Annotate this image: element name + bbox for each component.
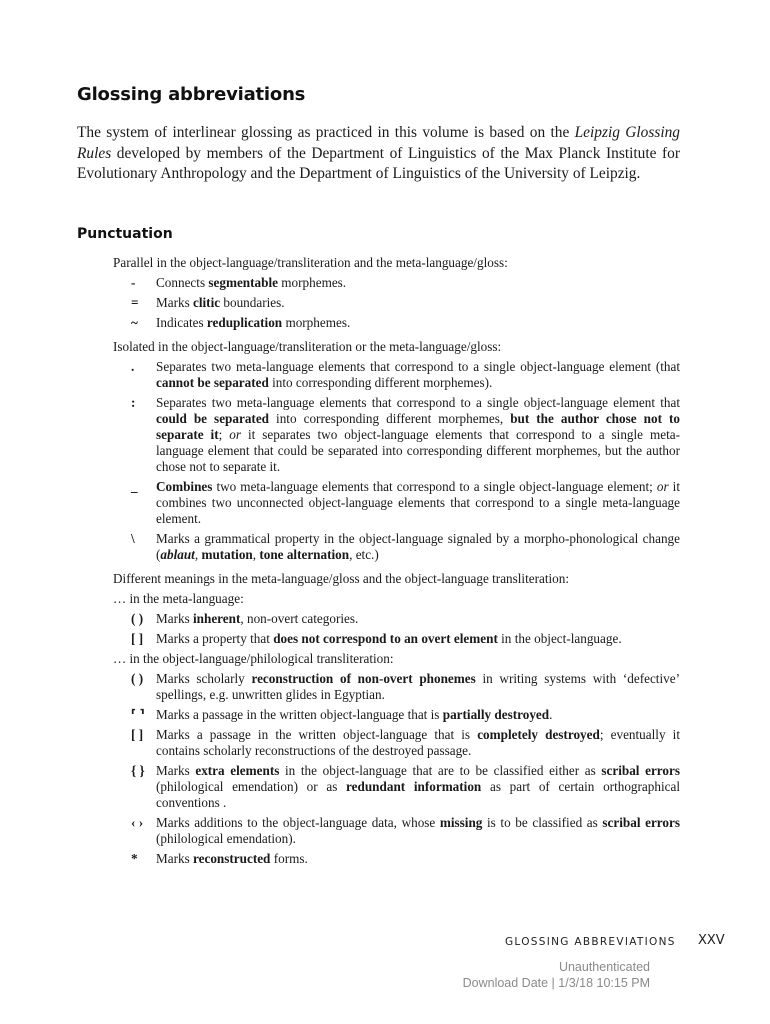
text-run: Marks scholarly <box>156 671 252 686</box>
text-run: segmentable <box>208 275 278 290</box>
text-run: does not correspond to an overt element <box>273 631 498 646</box>
text-run: developed by members of the Department of Linguistics of the Max Planck Institute for Evolutionary Anthropology and the Department of Linguistics of the University of Leipzig. <box>77 144 680 183</box>
glossing-entry <box>113 315 680 331</box>
glossing-entry <box>113 611 680 627</box>
entry-description <box>156 611 680 627</box>
text-run: extra elements <box>195 763 280 778</box>
text-run: (philological emendation) or as <box>156 779 347 794</box>
glossing-entry <box>113 395 680 475</box>
glossing-entry <box>113 727 680 759</box>
watermark-line-2: Download Date | 1/3/18 10:15 PM <box>462 976 650 990</box>
glossing-entry <box>113 479 680 527</box>
text-run: ; eventually it contains scholarly reconstructions of the destroyed passage. <box>156 727 680 758</box>
entry-symbol: _ <box>131 479 138 494</box>
text-run: Marks <box>156 295 193 310</box>
text-run: Leipzig Glossing Rules <box>77 124 680 162</box>
entry-symbol: ( ) <box>131 671 144 686</box>
entry-symbol: [ ] <box>131 631 144 646</box>
text-run: Marks a passage in the written object-language that is <box>156 727 478 742</box>
text-run: cannot be separated <box>156 375 269 390</box>
entry-symbol: * <box>131 851 138 866</box>
text-run: clitic <box>193 295 221 310</box>
text-run: (philological emendation). <box>156 831 296 846</box>
glossing-entry <box>113 275 680 291</box>
entry-description <box>156 531 680 563</box>
download-watermark <box>463 959 650 991</box>
text-run: ablaut <box>160 547 195 562</box>
text-run: inherent <box>193 611 241 626</box>
text-run: as part of certain orthographical conventions . <box>156 779 680 810</box>
entry-description <box>156 359 680 391</box>
entry-description <box>156 295 680 311</box>
text-run: , non-overt categories. <box>240 611 359 626</box>
page-number: XXV <box>698 933 725 948</box>
text-run: . <box>549 707 553 722</box>
text-run: Combines <box>156 479 213 494</box>
glossing-entry <box>113 707 680 723</box>
text-run: reconstructed <box>193 851 271 866</box>
text-run: Connects <box>156 275 209 290</box>
glossing-entry <box>113 671 680 703</box>
text-run: into corresponding different morphemes). <box>268 375 493 390</box>
group-label: Isolated in the object-language/transliteration or the meta-language/gloss: <box>113 339 502 354</box>
text-run: boundaries. <box>220 295 285 310</box>
text-run: Marks additions to the object-language data, whose <box>156 815 440 830</box>
text-run: or <box>656 479 669 494</box>
group-label: … in the object-language/philological transliteration: <box>113 651 394 666</box>
intro-paragraph <box>77 123 680 185</box>
text-run: in writing systems with ‘defective’ spellings, e.g. unwritten glides in Egyptian. <box>156 671 680 702</box>
running-head: GLOSSING ABBREVIATIONS <box>505 936 676 948</box>
text-run: Marks <box>156 851 193 866</box>
text-run: or <box>229 427 241 442</box>
text-run: forms. <box>270 851 308 866</box>
text-run: scribal errors <box>601 763 680 778</box>
entry-description <box>156 479 680 527</box>
text-run: Separates two meta-language elements that correspond to a single object-language element that <box>156 395 680 410</box>
text-run: , etc.) <box>349 547 379 562</box>
entry-description <box>156 727 680 759</box>
entry-description <box>156 851 680 867</box>
text-run: Marks a passage in the written object-language that is <box>156 707 443 722</box>
text-run: ; <box>218 427 230 442</box>
entry-description <box>156 763 680 811</box>
group-label: Different meanings in the meta-language/gloss and the object-language transliteration: <box>113 571 570 586</box>
group-label: Parallel in the object-language/transliteration and the meta-language/gloss: <box>113 255 508 270</box>
entry-description <box>156 315 680 331</box>
text-run: two meta-language elements that correspond to a single object-language element; <box>212 479 657 494</box>
entry-description <box>156 275 680 291</box>
text-run: it combines two unconnected object-language elements that correspond to a single meta-language element. <box>156 479 680 526</box>
text-run: but the author chose not to separate it <box>156 411 680 442</box>
entry-symbol: - <box>131 275 136 290</box>
text-run: Separates two meta-language elements that correspond to a single object-language element (that <box>156 359 680 374</box>
text-run: Indicates <box>156 315 207 330</box>
text-run: redundant information <box>346 779 482 794</box>
glossing-entry <box>113 631 680 647</box>
text-run: Marks <box>156 763 196 778</box>
text-run: in the object-language. <box>497 631 622 646</box>
entry-symbol: [ ] <box>131 727 144 742</box>
group-label: … in the meta-language: <box>113 591 244 606</box>
text-run: completely destroyed <box>477 727 600 742</box>
text-run: Marks <box>156 611 193 626</box>
glossing-entry <box>113 295 680 311</box>
entry-symbol: \ <box>131 531 135 546</box>
text-run: mutation <box>201 547 253 562</box>
text-run: could be separated <box>156 411 269 426</box>
glossing-entry <box>113 763 680 811</box>
punctuation-list <box>113 255 680 871</box>
entry-symbol: ~ <box>131 315 138 330</box>
entry-description <box>156 707 680 723</box>
page-title: Glossing abbreviations <box>77 84 306 105</box>
text-run: morphemes. <box>277 275 347 290</box>
glossing-entry <box>113 359 680 391</box>
watermark-line-1: Unauthenticated <box>558 960 650 974</box>
entry-symbol: ⸢ ⸣ <box>131 707 145 722</box>
glossing-entry <box>113 531 680 563</box>
entry-description <box>156 671 680 703</box>
text-run: The system of interlinear glossing as practiced in this volume is based on the <box>77 124 575 141</box>
text-run: scribal errors <box>602 815 680 830</box>
glossing-entry <box>113 851 680 867</box>
text-run: , <box>194 547 202 562</box>
text-run: Marks a grammatical property in the object-language signaled by a morpho-phonological change ( <box>156 531 680 562</box>
text-run: morphemes. <box>282 315 351 330</box>
entry-description <box>156 395 680 475</box>
text-run: , <box>252 547 260 562</box>
entry-symbol: ‹ › <box>131 815 144 830</box>
entry-symbol: . <box>131 359 135 374</box>
glossing-entry <box>113 815 680 847</box>
entry-description <box>156 631 680 647</box>
text-run: tone alternation <box>259 547 350 562</box>
entry-symbol: ( ) <box>131 611 144 626</box>
text-run: Marks a property that <box>156 631 274 646</box>
text-run: in the object-language that are to be classified either as <box>279 763 602 778</box>
entry-description <box>156 815 680 847</box>
entry-symbol: : <box>131 395 136 410</box>
text-run: is to be classified as <box>482 815 603 830</box>
text-run: it separates two object-language elements that correspond to a single meta-language element that could be separated into corresponding different morphemes, but the author chose not to separate it. <box>156 427 680 474</box>
text-run: into corresponding different morphemes, <box>269 411 511 426</box>
text-run: reduplication <box>206 315 283 330</box>
entry-symbol: { } <box>131 763 145 778</box>
section-heading-punctuation: Punctuation <box>77 226 173 242</box>
text-run: missing <box>439 815 483 830</box>
text-run: partially destroyed <box>442 707 550 722</box>
entry-symbol: = <box>131 295 139 310</box>
text-run: reconstruction of non-overt phonemes <box>251 671 476 686</box>
